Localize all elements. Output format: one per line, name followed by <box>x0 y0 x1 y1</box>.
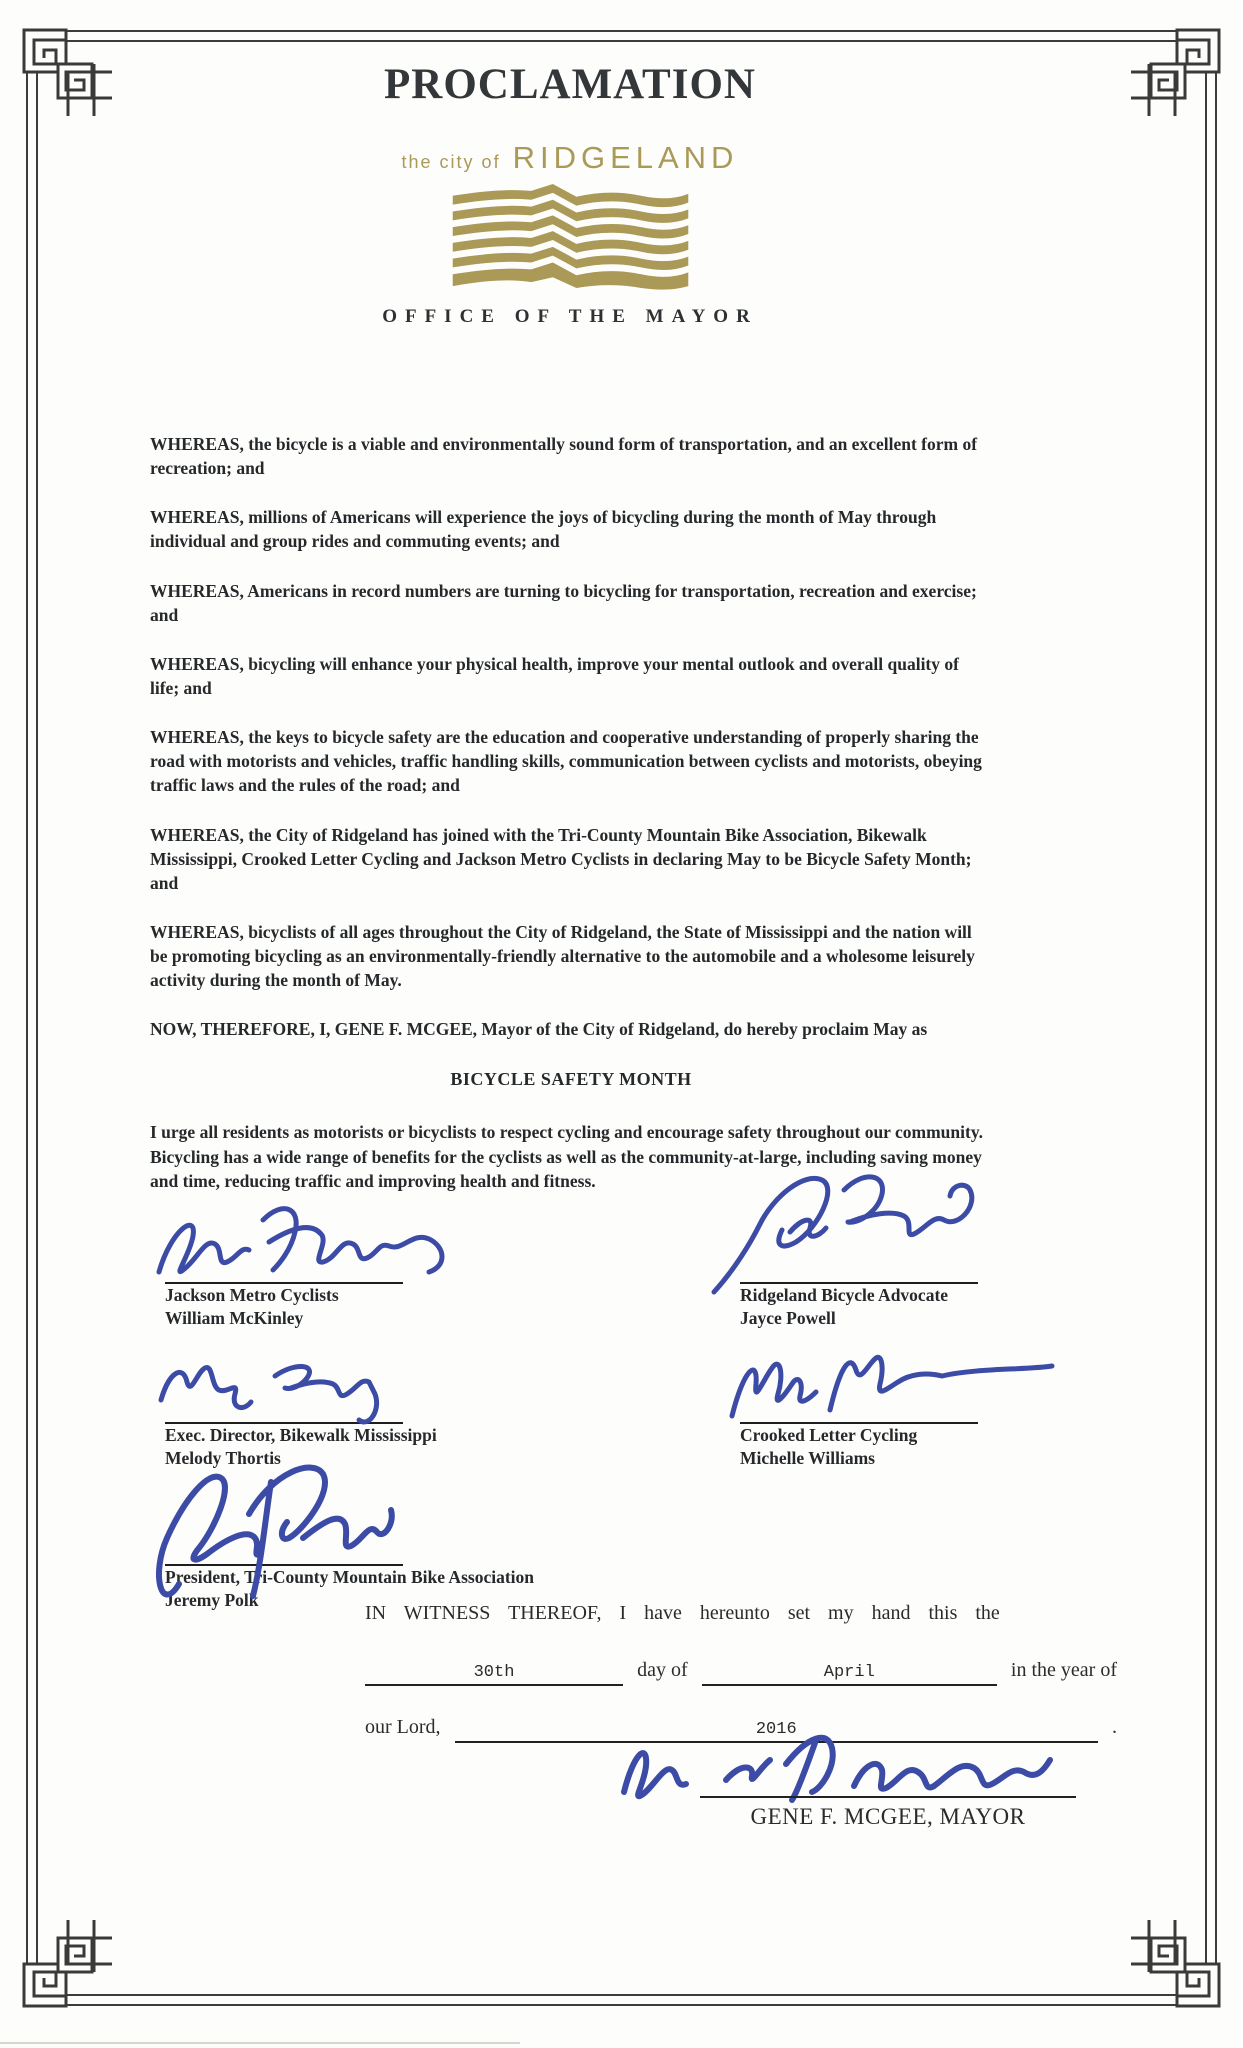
mayor-signature-line <box>700 1796 1076 1798</box>
signature-name: William McKinley <box>165 1308 304 1329</box>
month-blank: April <box>702 1663 997 1686</box>
signature-org: Ridgeland Bicycle Advocate <box>740 1285 949 1305</box>
greek-key-corner-bottom-right <box>1131 1920 1231 2020</box>
signature-name: Michelle Williams <box>740 1448 875 1469</box>
logo-prefix-text: the city of <box>401 152 501 172</box>
signature-org: Crooked Letter Cycling <box>740 1425 918 1445</box>
signature-block-ridgeland-advocate <box>740 1208 1160 1330</box>
greek-key-corner-top-left <box>12 16 112 116</box>
whereas-paragraph: WHEREAS, Americans in record numbers are turning to bicycling for transportation, recreation and exercise; and <box>150 580 977 625</box>
signature-org: Exec. Director, Bikewalk Mississippi <box>165 1425 437 1445</box>
mayor-name-line: GENE F. MCGEE, MAYOR <box>750 1804 1026 1829</box>
year-blank: 2016 <box>455 1720 1098 1743</box>
signature-name: Jayce Powell <box>740 1308 836 1329</box>
day-of-label: day of <box>637 1659 688 1681</box>
period-mark: . <box>1112 1716 1117 1738</box>
signature-block-tri-county <box>165 1490 585 1612</box>
signature-block-crooked-letter <box>740 1348 1160 1470</box>
greek-key-corner-top-right <box>1131 16 1231 116</box>
year-intro-label: in the year of <box>1010 1659 1117 1681</box>
closing-paragraph: I urge all residents as motorists or bicyclists to respect cycling and encourage safety throughout our community. Bicycling has a wide range of benefits for the cyclists as well as the community-at-large, including saving money and time, reducing traffic and improving health and fitness. <box>150 1122 983 1191</box>
whereas-paragraph: WHEREAS, millions of Americans will experience the joys of bicycling during the month of May through individual and group rides and commuting events; and <box>150 507 937 552</box>
scan-edge-artifact <box>0 2042 520 2044</box>
our-lord-label: our Lord, <box>365 1716 441 1738</box>
day-blank: 30th <box>365 1663 623 1686</box>
signature-ink-william-mckinley <box>151 1186 461 1296</box>
signature-block-jackson-metro <box>165 1208 585 1330</box>
page-title: PROCLAMATION <box>384 61 756 108</box>
proclamation-body <box>150 432 992 1218</box>
signature-org: Jackson Metro Cyclists <box>165 1285 339 1305</box>
whereas-paragraph: WHEREAS, the keys to bicycle safety are the education and cooperative understanding of properly sharing the road with motorists and vehicles, traffic handling skills, communication between cyclists and motorists, obeying traffic laws and the rules of the road; and <box>150 727 982 796</box>
signature-name: Melody Thortis <box>165 1448 281 1469</box>
signature-name: Jeremy Polk <box>165 1590 259 1611</box>
now-therefore-paragraph: NOW, THEREFORE, I, GENE F. MCGEE, Mayor of the City of Ridgeland, do hereby proclaim May as <box>150 1019 928 1040</box>
whereas-paragraph: WHEREAS, the bicycle is a viable and environmentally sound form of transportation, and an excellent form of recreation; and <box>150 434 978 479</box>
whereas-paragraph: WHEREAS, bicycling will enhance your physical health, improve your mental outlook and overall quality of life; and <box>150 653 959 698</box>
greek-key-corner-bottom-left <box>12 1920 112 2020</box>
signature-ink-melody-thortis <box>151 1336 451 1436</box>
logo-city-name: RIDGELAND <box>512 140 739 175</box>
office-of-the-mayor-line: OFFICE OF THE MAYOR <box>382 306 758 327</box>
signature-ink-jayce-powell <box>726 1166 1016 1296</box>
whereas-paragraph: WHEREAS, bicyclists of all ages throughout the City of Ridgeland, the State of Mississippi and the nation will be promoting bicycling as an environmentally-friendly alternative to the automobile and a wholesome leisurely activity during the month of May. <box>150 921 975 991</box>
witness-statement: IN WITNESS THEREOF, I have hereunto set my hand this the <box>365 1602 1000 1624</box>
city-logo <box>150 140 990 328</box>
signature-org: President, Tri-County Mountain Bike Association <box>165 1567 534 1587</box>
witness-date-line <box>365 1659 1117 1686</box>
signature-ink-gene-mcgee <box>600 1722 1100 1812</box>
wave-logo-icon <box>448 184 693 290</box>
bicycle-safety-month-heading: BICYCLE SAFETY MONTH <box>450 1068 692 1089</box>
signature-ink-michelle-williams <box>726 1336 1056 1436</box>
whereas-paragraph: WHEREAS, the City of Ridgeland has joined with the Tri-County Mountain Bike Association, Bikewalk Mississippi, Crooked Letter Cycling and Jackson Metro Cyclists in declaring May to be Bicycle Safety Month; and <box>150 824 972 893</box>
